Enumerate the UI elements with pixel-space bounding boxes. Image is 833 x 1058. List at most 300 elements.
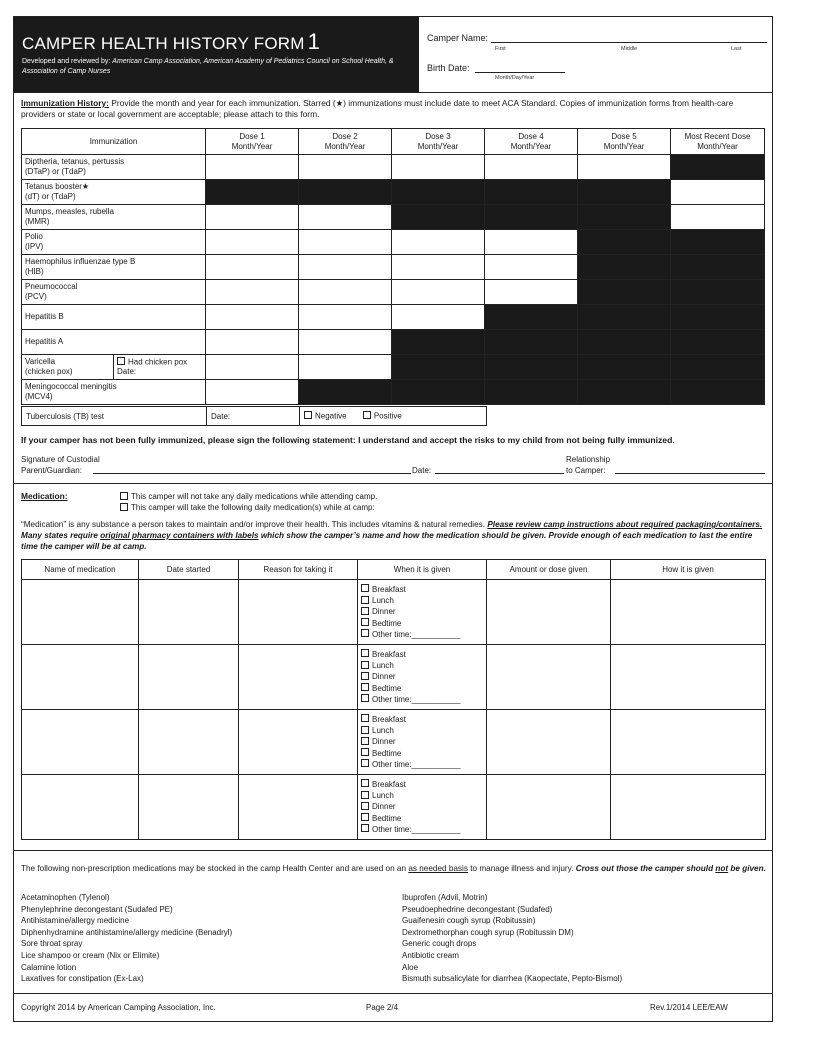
col-header-dose-2 [299,129,392,155]
when-option-checkbox[interactable] [361,779,369,787]
when-option-checkbox[interactable] [361,629,369,637]
otc-medication-item: Phenylephrine decongestant (Sudafed PE) [21,904,173,914]
when-option-label: Other time:___________ [372,824,461,834]
dose-3-cell[interactable] [392,230,485,255]
dose-1-cell[interactable] [206,230,299,255]
blocked-cell [671,230,765,255]
immunization-name [22,380,206,405]
immunization-name-line1: Mumps, measles, rubella [25,207,114,216]
when-option-label: Breakfast [372,584,406,594]
blocked-cell [392,355,485,380]
immunization-name [22,255,206,280]
when-option [361,714,483,725]
when-option [361,629,483,640]
immunization-name-line2: (chicken pox) [25,367,73,376]
date-started-cell[interactable] [139,645,239,710]
medication-row [22,775,766,840]
blocked-cell [206,180,299,205]
birth-date-format: Month/Day/Year [495,75,535,81]
medication-row [22,710,766,775]
relationship-label [566,454,610,476]
blocked-cell [485,355,578,380]
otc-medication-item: Sore throat spray [21,939,83,949]
col-header-immunization [22,129,206,155]
medication-name-cell[interactable] [22,645,139,710]
dose-1-cell[interactable] [206,330,299,355]
immunization-row [22,255,765,280]
blocked-cell [392,330,485,355]
dose-1-cell[interactable] [206,305,299,330]
otc-medication-item: Ibuprofen (Advil, Motrin) [402,893,488,902]
when-option [361,660,483,671]
otc-medication-item: Antihistamine/allergy medicine [21,916,130,926]
tb-result-cell [300,407,487,426]
otc-medication-item: Bismuth subsalicylate for diarrhea (Kaopectate, Pepto-Bismol) [402,974,623,984]
col-header-line1: Dose 5 [611,131,637,141]
blocked-cell [671,355,765,380]
medication-col-header: How it is given [611,560,766,580]
relationship-label-line1: Relationship [566,455,611,464]
otc-medication-item: Acetaminophen (Tylenol) [21,893,110,902]
immunization-name-line1: Pneumococcal [25,282,78,291]
when-option-checkbox[interactable] [361,694,369,702]
date-started-cell[interactable] [139,775,239,840]
when-given-cell [358,710,487,775]
medication-note [21,519,770,552]
when-option-label: Lunch [372,791,394,801]
otc-medication-item: Diphenhydramine antihistamine/allergy medicine (Benadryl) [21,927,233,937]
medication-none-label: This camper will not take any daily medications while attending camp. [131,492,378,501]
when-option-checkbox[interactable] [361,584,369,592]
when-option [361,748,483,759]
immunization-row [22,230,765,255]
immunization-instructions [21,98,769,120]
dose-1-cell[interactable] [206,205,299,230]
otc-medication-item: Generic cough drops [402,939,477,949]
when-option [361,671,483,682]
when-option-label: Other time:___________ [372,629,461,639]
immunization-row-varicella [22,355,765,380]
blocked-cell [485,305,578,330]
when-option-checkbox[interactable] [361,649,369,657]
blocked-cell [485,380,578,405]
birth-date-field[interactable] [475,72,565,73]
medication-col-header: Date started [139,560,239,580]
immunization-name-line1: Meningococcal meningitis [25,382,117,391]
otc-intro-end: to manage illness and injury. [470,864,574,873]
medication-header-row [22,560,766,580]
otc-medication-item: Pseudoephedrine decongestant (Sudafed) [402,904,553,914]
immunization-name [22,180,206,205]
immunization-name [22,155,206,180]
immunization-heading: Immunization History: [21,98,109,108]
immunization-name-line2: (MCV4) [25,392,53,401]
immunization-name-line2: (HIB) [25,267,44,276]
medication-option-none [120,491,377,502]
form-header [14,17,772,93]
otc-list-right [402,892,622,985]
how-given-cell[interactable] [611,775,766,840]
blocked-cell [578,205,671,230]
dose-2-cell[interactable] [299,205,392,230]
blocked-cell [392,205,485,230]
otc-medication-item: Antibiotic cream [402,950,459,960]
blocked-cell [392,180,485,205]
relationship-label-line2: to Camper: [566,466,606,475]
medication-take-label: This camper will take the following daily medication(s) while at camp: [131,503,375,512]
when-option-label: Dinner [372,607,396,617]
col-header-dose-1 [206,129,299,155]
when-option [361,759,483,770]
blocked-cell [485,180,578,205]
blocked-cell [578,330,671,355]
when-option-checkbox[interactable] [361,737,369,745]
tb-positive-checkbox[interactable] [363,411,371,419]
when-option-label: Breakfast [372,649,406,659]
otc-medication-item: Dextromethorphan cough syrup (Robitussin DM) [402,927,574,937]
when-option-checkbox[interactable] [361,661,369,669]
developed-by-orgs: American Camp Association, American Academy of Pediatrics Council on School Health, & Association of Camp Nurses [22,58,394,75]
blocked-cell [671,305,765,330]
when-option [361,779,483,790]
otc-given: be given. [730,864,766,873]
when-option [361,618,483,629]
immunization-name-line2: (MMR) [25,217,50,226]
how-given-cell[interactable] [611,645,766,710]
dose-cell[interactable] [487,580,611,645]
dose-4-cell[interactable] [485,280,578,305]
blocked-cell [578,380,671,405]
otc-medication-item: Guaifenesin cough syrup (Robitussin) [402,916,536,926]
when-option [361,649,483,660]
tb-test-table [21,406,487,426]
medication-take-checkbox[interactable] [120,503,128,511]
when-option-label: Dinner [372,802,396,812]
col-header-line1: Dose 1 [239,131,265,141]
developed-by-lead: Developed and reviewed by: [22,58,113,65]
chicken-pox-date-label: Date: [117,367,137,377]
how-given-cell[interactable] [611,580,766,645]
name-last-label: Last [731,46,742,52]
immunization-row [22,380,765,405]
when-option [361,595,483,606]
dose-3-cell[interactable] [392,305,485,330]
when-option-checkbox[interactable] [361,672,369,680]
when-option-label: Bedtime [372,748,402,758]
when-option-label: Breakfast [372,714,406,724]
when-option-label: Lunch [372,596,394,606]
col-header-dose-3 [392,129,485,155]
immunization-table [21,128,765,405]
blocked-cell [578,180,671,205]
blocked-cell [671,330,765,355]
when-option-label: Bedtime [372,813,402,823]
otc-intro-text: The following non-prescription medications may be stocked in the camp Health Center and are used on an [21,864,407,873]
immunization-name-line1: Diptheria, tetanus, pertussis [25,157,125,166]
name-first-label: First [495,46,506,52]
when-option [361,824,483,835]
footer-copyright: Copyright 2014 by American Camping Association, Inc. [21,1003,216,1012]
col-header-dose-5 [578,129,671,155]
immunization-name-line2: (DTaP) or (TdaP) [25,167,86,176]
medication-note-review: Please review camp instructions about required packaging/containers. [487,520,763,529]
section-divider [14,483,772,484]
form-title-text: CAMPER HEALTH HISTORY FORM [22,34,305,53]
when-given-cell [358,580,487,645]
reason-cell[interactable] [239,580,358,645]
immunization-header-row [22,129,765,155]
when-option [361,801,483,812]
footer-page-number: Page 2/4 [366,1003,399,1012]
immunization-rows [22,155,765,405]
blocked-cell [392,380,485,405]
col-header-line1: Dose 2 [332,131,358,141]
blocked-cell [485,205,578,230]
when-option-label: Breakfast [372,779,406,789]
dose-2-cell[interactable] [299,280,392,305]
blocked-cell [578,305,671,330]
dose-3-cell[interactable] [392,280,485,305]
immunization-row [22,305,765,330]
tb-test-row [22,407,487,426]
medication-name-cell[interactable] [22,580,139,645]
dose-1-cell[interactable] [206,255,299,280]
when-option-label: Dinner [372,672,396,682]
tb-positive-label: Positive [373,411,402,421]
when-option [361,813,483,824]
medication-note-pharmacy: original pharmacy containers with labels [100,531,259,540]
dose-2-cell[interactable] [299,230,392,255]
reason-cell[interactable] [239,775,358,840]
medication-note-mid: Many states require [21,531,98,540]
dose-most-recent-cell[interactable] [671,205,765,230]
immunization-name-line2: (IPV) [25,242,44,251]
dose-3-cell[interactable] [392,155,485,180]
medication-col-header: Name of medication [22,560,139,580]
date-started-cell[interactable] [139,710,239,775]
medication-note-end: which show the camper’s name and how the medication should be given. Provide enough of each medication to last the entire time the camper will be at camp. [21,531,753,551]
when-option-checkbox[interactable] [361,791,369,799]
col-header-line2: Month/Year [603,141,645,151]
blocked-cell [671,380,765,405]
when-option-checkbox[interactable] [361,714,369,722]
dose-2-cell[interactable] [299,255,392,280]
reason-cell[interactable] [239,645,358,710]
otc-medication-item: Lice shampoo or cream (Nix or Elimite) [21,950,160,960]
medication-option-take [120,502,375,513]
dose-1-cell[interactable] [206,155,299,180]
immunization-row [22,280,765,305]
medication-note-plain: “Medication” is any substance a person takes to maintain and/or improve their health. This includes vitamins & natural remedies. [21,520,486,529]
immunization-name-line1: Tetanus booster★ [25,182,90,191]
dose-most-recent-cell[interactable] [671,180,765,205]
when-given-cell [358,645,487,710]
date-started-cell[interactable] [139,580,239,645]
when-option-checkbox[interactable] [361,824,369,832]
blocked-cell [578,280,671,305]
when-option-checkbox[interactable] [361,607,369,615]
immunization-name-line1: Haemophilus influenzae type B [25,257,136,266]
dose-2-cell[interactable] [299,330,392,355]
immunization-name [22,230,206,255]
when-option [361,683,483,694]
otc-medication-item: Aloe [402,962,419,972]
when-option-checkbox[interactable] [361,596,369,604]
dose-4-cell[interactable] [485,155,578,180]
col-header-line1: Dose 3 [425,131,451,141]
footer-revision: Rev.1/2014 LEE/EAW [650,1003,728,1012]
when-option-label: Bedtime [372,683,402,693]
otc-list-left [21,892,232,985]
form-page [13,16,773,1022]
relationship-field[interactable] [615,473,765,474]
medication-col-header: When it is given [358,560,487,580]
immunization-statement: If your camper has not been fully immunized, please sign the following statement: I understand and accept the risks to my child from not being fully immunized. [21,435,675,445]
medication-rows [22,580,766,840]
had-chicken-pox-label: Had chicken pox [128,357,188,367]
when-option-label: Other time:___________ [372,694,461,704]
medication-heading: Medication: [21,491,68,501]
tb-negative-checkbox[interactable] [304,411,312,419]
when-option-checkbox[interactable] [361,802,369,810]
immunization-row [22,330,765,355]
when-option-checkbox[interactable] [361,759,369,767]
col-header-line2: Month/Year [510,141,552,151]
signature-label-line1: Signature of Custodial [21,455,100,464]
dose-1-cell[interactable] [206,355,299,380]
section-divider [14,850,772,851]
tb-negative-label: Negative [315,411,347,421]
otc-not: not [715,864,729,873]
medication-name-cell[interactable] [22,710,139,775]
dose-4-cell[interactable] [485,255,578,280]
camper-info [425,17,770,92]
when-option [361,725,483,736]
dose-cell[interactable] [487,645,611,710]
signature-label-line2: Parent/Guardian: [21,466,82,475]
title-block [14,17,419,92]
immunization-name-line1: Hepatitis A [25,337,64,346]
form-number: 1 [307,29,321,54]
otc-medication-item: Laxatives for constipation (Ex-Lax) [21,974,144,984]
col-header-line1: Most Recent Dose [684,131,751,141]
immunization-name-line1: Polio [25,232,43,241]
medication-col-header: Reason for taking it [239,560,358,580]
when-option-label: Other time:___________ [372,759,461,769]
blocked-cell [299,380,392,405]
how-given-cell[interactable] [611,710,766,775]
immunization-row [22,205,765,230]
medication-name-cell[interactable] [22,775,139,840]
immunization-name-line1: Varicella [25,357,56,366]
when-option-label: Lunch [372,661,394,671]
blocked-cell [578,230,671,255]
col-header-line2: Month/Year [324,141,366,151]
dose-2-cell[interactable] [299,305,392,330]
camper-name-field[interactable] [491,42,767,43]
immunization-row [22,180,765,205]
blocked-cell [671,155,765,180]
when-option-label: Lunch [372,726,394,736]
blocked-cell [299,180,392,205]
when-option [361,736,483,747]
immunization-name-line2: (dT) or (TdaP) [25,192,76,201]
col-header-line2: Month/Year [231,141,273,151]
col-header-line2: Month/Year [697,141,738,151]
immunization-name [22,355,114,380]
dose-cell[interactable] [487,775,611,840]
when-option-label: Dinner [372,737,396,747]
when-option [361,606,483,617]
dose-5-cell[interactable] [578,155,671,180]
otc-as-needed: as needed basis [408,864,468,873]
name-middle-label: Middle [621,46,638,52]
had-chicken-pox-cell [114,355,206,380]
developed-by [22,57,414,77]
col-header-line2: Month/Year [417,141,459,151]
form-title [22,29,320,55]
tb-test-date[interactable]: Date: [207,407,300,426]
when-option-checkbox[interactable] [361,813,369,821]
dose-2-cell[interactable] [299,155,392,180]
immunization-row [22,155,765,180]
when-option-label: Bedtime [372,618,402,628]
blocked-cell [671,280,765,305]
immunization-name [22,330,206,355]
col-header-most-recent [671,129,765,155]
immunization-name [22,280,206,305]
reason-cell[interactable] [239,710,358,775]
immunization-name-line1: Hepatitis B [25,312,64,321]
dose-cell[interactable] [487,710,611,775]
dose-3-cell[interactable] [392,255,485,280]
medication-row [22,580,766,645]
signature-field[interactable] [93,473,411,474]
when-option [361,790,483,801]
immunization-name [22,305,206,330]
when-option-checkbox[interactable] [361,726,369,734]
medication-col-header: Amount or dose given [487,560,611,580]
when-option-checkbox[interactable] [361,683,369,691]
blocked-cell [671,255,765,280]
dose-4-cell[interactable] [485,230,578,255]
signature-label [21,454,100,476]
medication-table [21,559,766,840]
tb-test-label: Tuberculosis (TB) test [22,407,207,426]
otc-intro [21,863,770,874]
dose-1-cell[interactable] [206,380,299,405]
when-given-cell [358,775,487,840]
immunization-name-line2: (PCV) [25,292,47,301]
had-chicken-pox-checkbox[interactable] [117,357,125,365]
col-header-dose-4 [485,129,578,155]
when-option-checkbox[interactable] [361,748,369,756]
otc-medication-item: Calamine lotion [21,962,77,972]
dose-2-cell[interactable] [299,355,392,380]
signature-date-field[interactable] [435,473,564,474]
medication-none-checkbox[interactable] [120,492,128,500]
birth-date-label: Birth Date: [427,63,470,73]
col-header-line1: Dose 4 [518,131,544,141]
section-divider [14,993,772,994]
when-option [361,694,483,705]
blocked-cell [578,255,671,280]
dose-1-cell[interactable] [206,280,299,305]
when-option-checkbox[interactable] [361,618,369,626]
signature-date-label: Date: [412,466,432,475]
col-header-line1: Immunization [89,136,138,146]
when-option [361,584,483,595]
